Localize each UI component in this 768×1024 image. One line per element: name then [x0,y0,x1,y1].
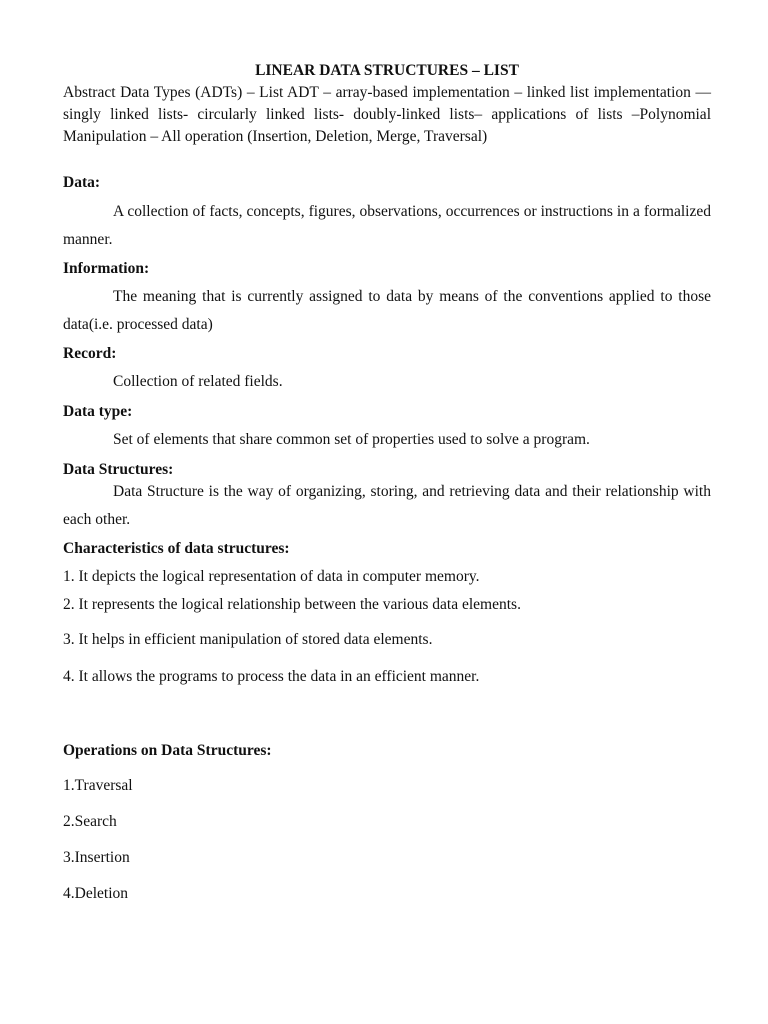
information-definition-text: The meaning that is currently assigned to data by means of the conventions applied to those data(i.e. processed data) [63,288,711,333]
characteristics-heading: Characteristics of data structures: [63,540,290,557]
data-type-definition: Set of elements that share common set of properties used to solve a program. [113,431,590,448]
characteristic-item: 4. It allows the programs to process the data in an efficient manner. [63,668,480,685]
record-heading: Record: [63,345,117,362]
data-structures-heading: Data Structures: [63,461,174,478]
data-definition [63,198,711,254]
operation-item: 3.Insertion [63,849,130,866]
characteristic-item: 1. It depicts the logical representation of data in computer memory. [63,568,480,585]
record-definition: Collection of related fields. [113,373,283,390]
document-title: LINEAR DATA STRUCTURES – LIST [255,62,519,79]
data-structures-definition-text: Data Structure is the way of organizing, storing, and retrieving data and their relationship with each other. [63,483,711,528]
characteristic-item: 3. It helps in efficient manipulation of stored data elements. [63,631,433,648]
data-type-heading: Data type: [63,403,133,420]
information-definition [63,283,711,339]
data-structures-definition [63,478,711,534]
intro-paragraph: Abstract Data Types (ADTs) – List ADT – array-based implementation – linked list implementation —singly linked lists- circularly linked lists- doubly-linked lists– applications of lists –Polynomial Manipulation – All operation (Insertion, Deletion, Merge, Traversal) [63,84,711,145]
information-heading: Information: [63,260,150,277]
data-definition-text: A collection of facts, concepts, figures, observations, occurrences or instructions in a formalized manner. [63,203,711,248]
operation-item: 4.Deletion [63,885,128,902]
data-heading: Data: [63,174,101,191]
operations-heading: Operations on Data Structures: [63,742,272,759]
characteristic-item: 2. It represents the logical relationship between the various data elements. [63,596,521,613]
document-page [63,60,711,905]
operation-item: 2.Search [63,813,117,830]
operation-item: 1.Traversal [63,777,133,794]
